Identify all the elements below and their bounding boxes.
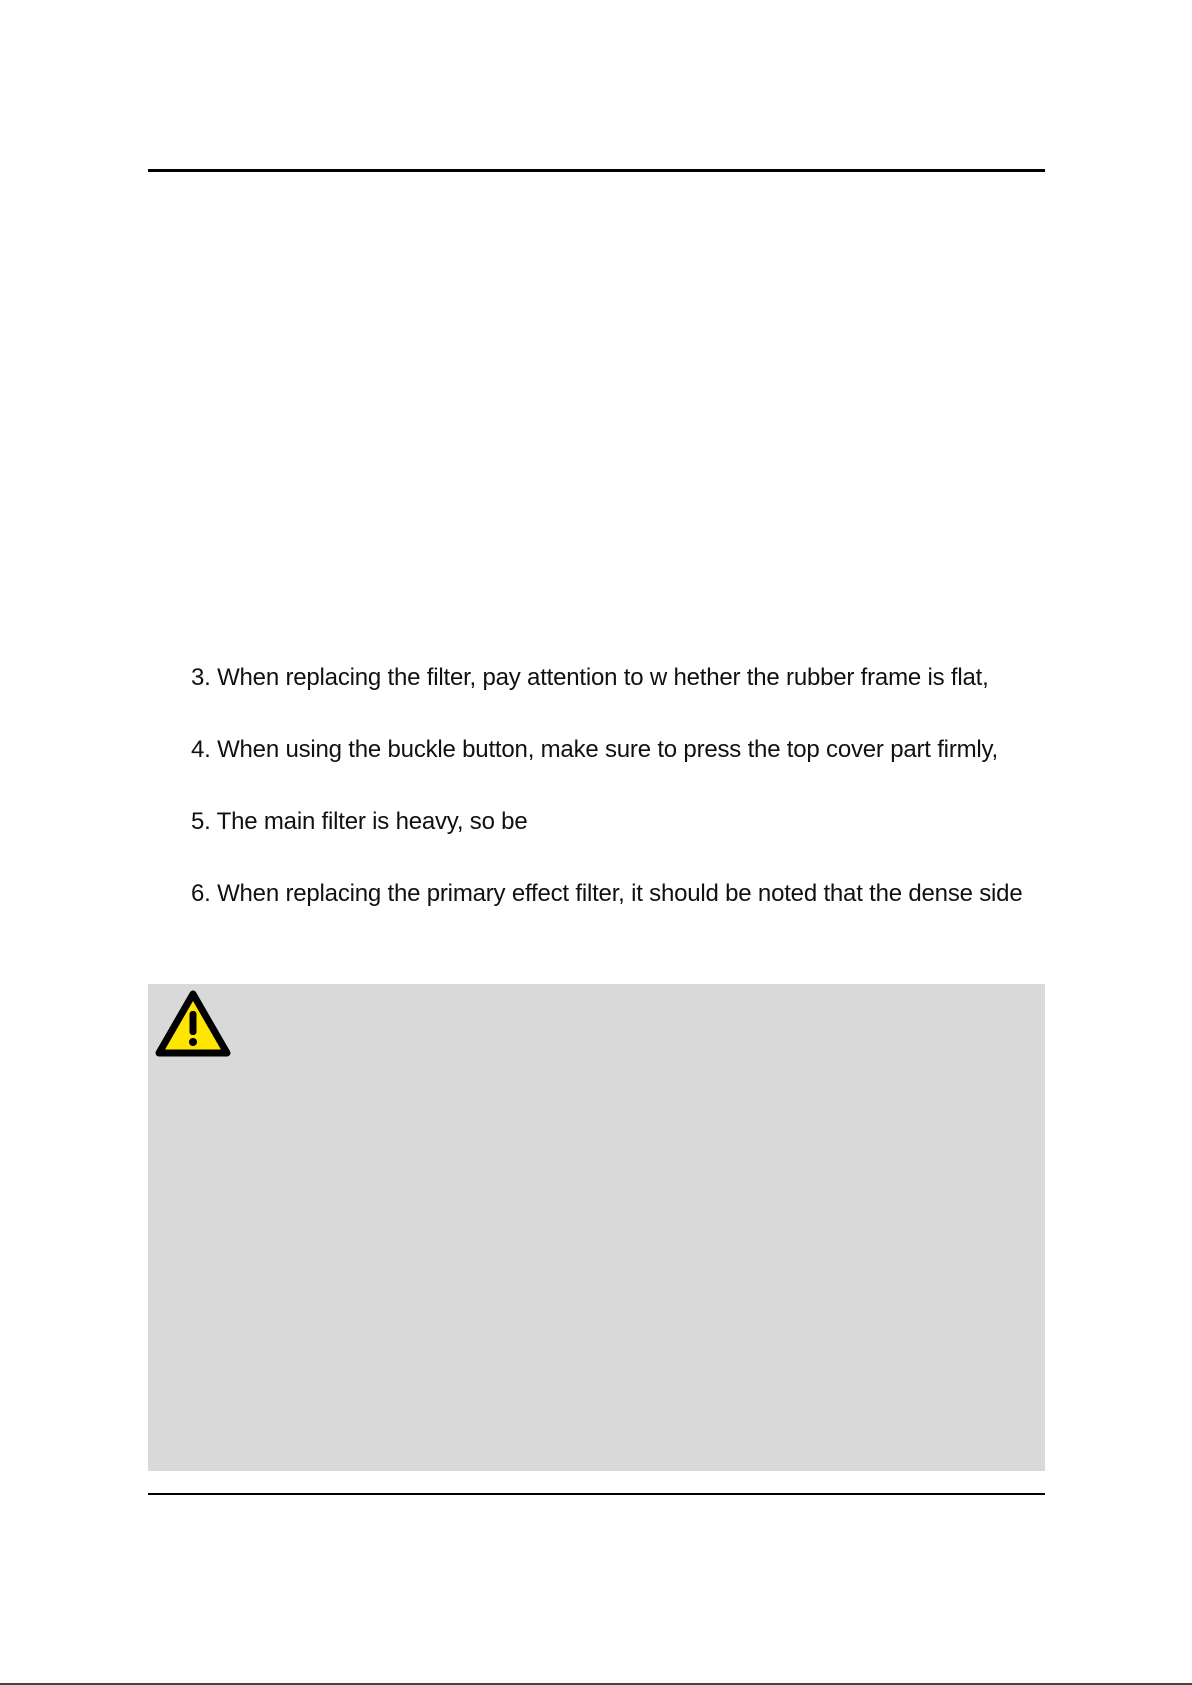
note-item-3: 3. When replacing the filter, pay attention to w hether the rubber frame is flat, <box>191 664 989 691</box>
note-item-4: 4. When using the buckle button, make sure to press the top cover part firmly, <box>191 736 999 763</box>
warning-box <box>148 984 1045 1471</box>
maintenance-notes-list <box>191 658 1045 946</box>
note-item-6: 6. When replacing the primary effect filter, it should be noted that the dense side <box>191 880 1023 907</box>
header-rule <box>148 169 1045 172</box>
note-item-5: 5. The main filter is heavy, so be <box>191 808 528 835</box>
warning-triangle-icon <box>154 989 232 1059</box>
footer-rule <box>148 1493 1045 1495</box>
